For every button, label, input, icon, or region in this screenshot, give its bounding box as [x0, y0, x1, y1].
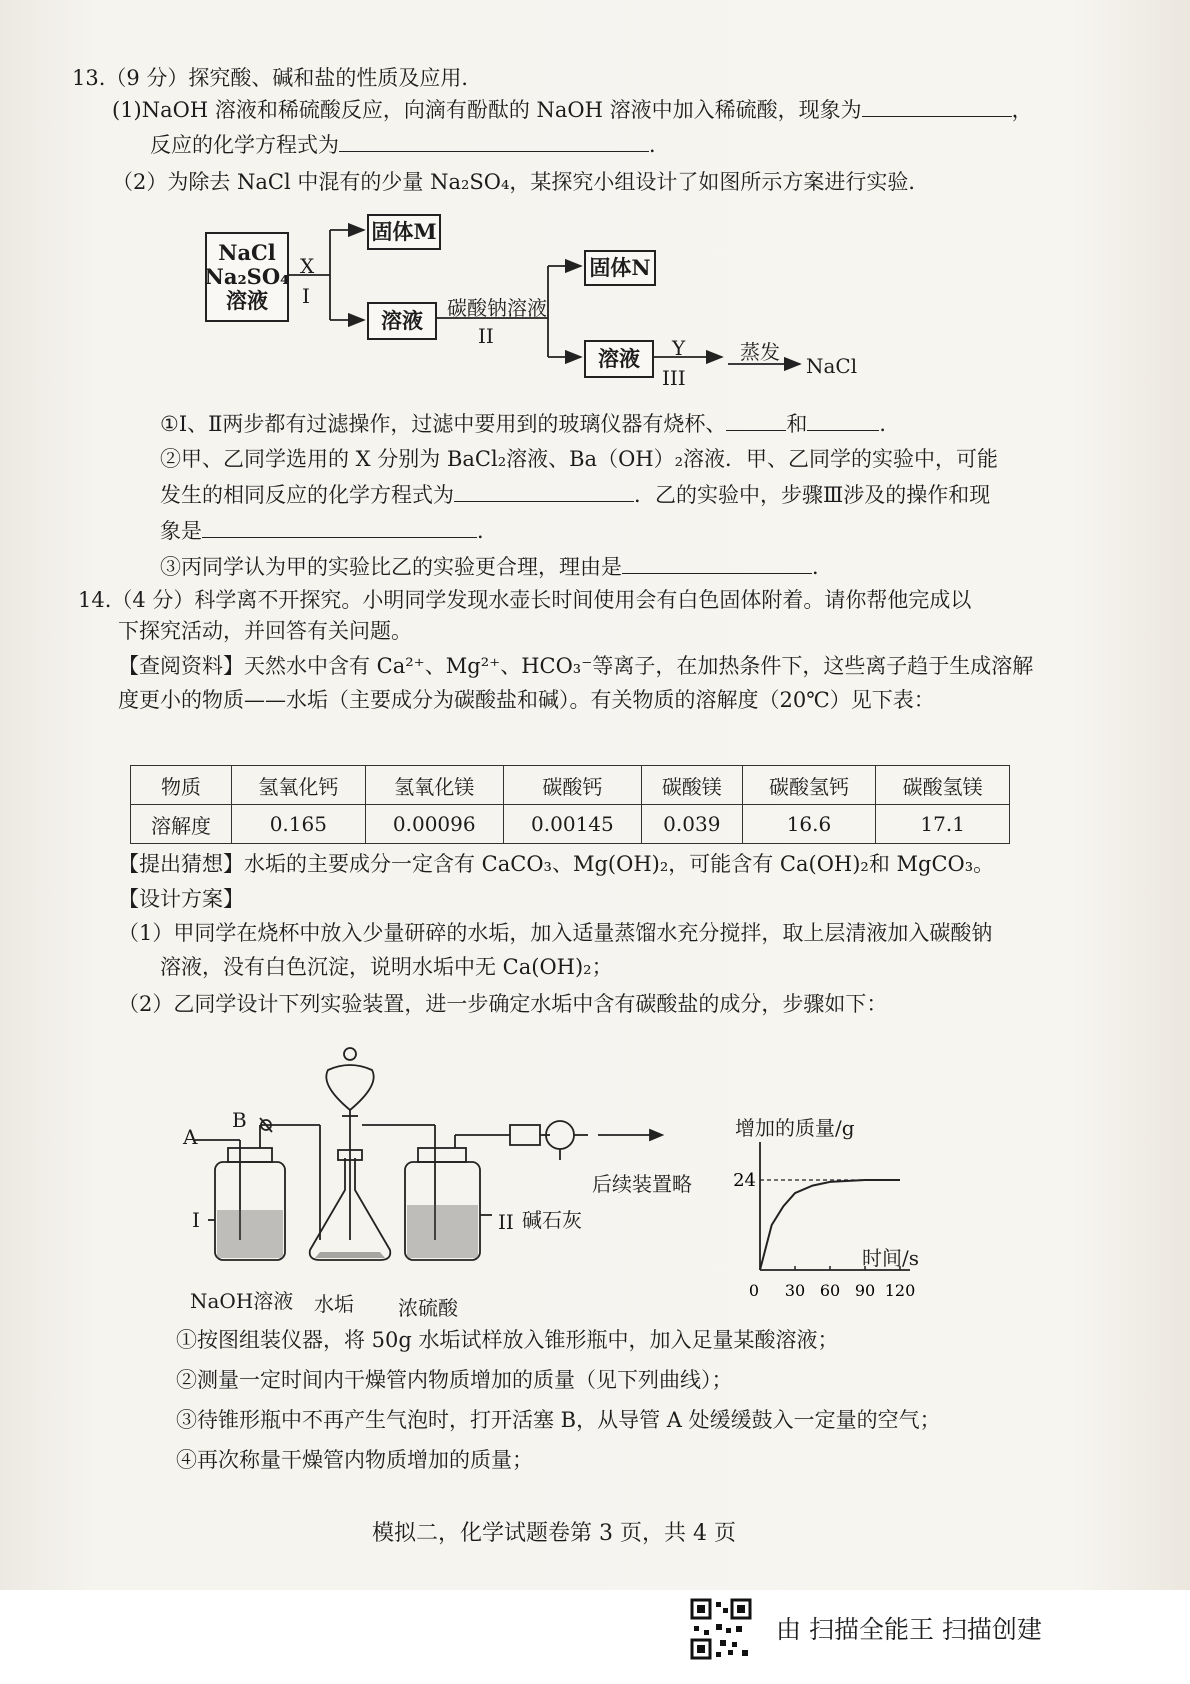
q13-sub2-line2: 发生的相同反应的化学方程式为 ．乙的实验中，步骤Ⅲ涉及的操作和现 — [160, 483, 991, 507]
soda-lime-label: 碱石灰 — [522, 1208, 582, 1232]
y-label: Y — [672, 336, 686, 360]
q13-part1-line2: 反应的化学方程式为 ． — [150, 133, 670, 157]
table-cell: 碳酸钙 — [503, 766, 641, 805]
inlet-a-label: A — [183, 1125, 198, 1149]
table-header-row — [131, 766, 1010, 805]
step1-label: I — [302, 284, 310, 308]
omitted-label: 后续装置略 — [592, 1172, 692, 1196]
mixture-box: NaCl Na₂SO₄ 溶液 — [205, 232, 289, 322]
table-row — [131, 805, 1010, 844]
q14-step: ④再次称量干燥管内物质增加的质量； — [176, 1448, 533, 1472]
q13-sub1: ①Ⅰ、Ⅱ两步都有过滤操作，过滤中要用到的玻璃仪器有烧杯、 和 ． — [160, 412, 901, 436]
q14-design1-line2: 溶液，没有白色沉淀，说明水垢中无 Ca(OH)₂； — [160, 955, 613, 979]
x-tick-label: 60 — [819, 1281, 841, 1300]
naoh-bottle-label: NaOH溶液 — [190, 1289, 294, 1313]
chart-xlabel: 时间/s — [862, 1246, 920, 1270]
x-tick-label: 120 — [884, 1281, 916, 1300]
step2-label: II — [478, 324, 494, 348]
q14-step: ①按图组装仪器，将 50g 水垢试样放入锥形瓶中，加入足量某酸溶液； — [176, 1328, 839, 1352]
scanner-credit: 由 扫描全能王 扫描创建 — [776, 1615, 1042, 1644]
flow-arrows — [0, 0, 1190, 420]
answer-blank — [622, 553, 812, 574]
y-tick-label: 24 — [733, 1170, 756, 1191]
q14-reference-line1: 【查阅资料】天然水中含有 Ca²⁺、Mg²⁺、HCO₃⁻等离子，在加热条件下，这些离子趋于生成溶解 — [118, 654, 1034, 678]
scanner-bar — [0, 1590, 1190, 1684]
q13-title: 13.（9 分）探究酸、碱和盐的性质及应用． — [72, 66, 483, 90]
table-cell: 0.00145 — [503, 805, 641, 844]
nacl-product-label: NaCl — [806, 354, 858, 378]
qr-code-icon — [690, 1598, 752, 1660]
solution2-box: 溶液 — [584, 340, 654, 378]
na2co3-label: 碳酸钠溶液 — [447, 296, 547, 320]
step3-label: III — [662, 366, 686, 390]
q14-step: ③待锥形瓶中不再产生气泡时，打开活塞 B，从导管 A 处缓缓鼓入一定量的空气； — [176, 1408, 941, 1432]
page-footer: 模拟二，化学试题卷第 3 页，共 4 页 — [372, 1521, 736, 1546]
bottle-ii-label: II — [498, 1210, 514, 1234]
h2so4-bottle-label: 浓硫酸 — [398, 1296, 458, 1320]
solid-n-box: 固体N — [584, 250, 656, 286]
q13-part2: （2）为除去 NaCl 中混有的少量 Na₂SO₄，某探究小组设计了如图所示方案进行实验． — [112, 170, 930, 194]
x-tick-label: 30 — [784, 1281, 806, 1300]
q13-sub3: ③丙同学认为甲的实验比乙的实验更合理，理由是 ． — [160, 555, 833, 579]
answer-blank — [726, 410, 786, 431]
x-tick-label: 0 — [748, 1281, 760, 1300]
q14-design-heading: 【设计方案】 — [118, 887, 244, 911]
table-cell: 16.6 — [742, 805, 876, 844]
x-label: X — [300, 254, 315, 278]
table-cell: 氢氧化镁 — [365, 766, 503, 805]
answer-blank — [202, 517, 477, 538]
solubility-table — [130, 765, 1010, 844]
table-cell: 碳酸镁 — [641, 766, 742, 805]
answer-blank — [454, 481, 634, 502]
table-cell: 氢氧化钙 — [232, 766, 366, 805]
bottle-i-label: I — [192, 1208, 200, 1232]
table-cell: 溶解度 — [131, 805, 232, 844]
table-cell: 0.00096 — [365, 805, 503, 844]
q13-sub2-line3: 象是 ． — [160, 519, 498, 543]
stopcock-b-label: B — [232, 1108, 247, 1132]
q14-reference-line2: 度更小的物质——水垢（主要成分为碳酸盐和碱）。有关物质的溶解度（20℃）见下表： — [118, 688, 935, 712]
mass-time-chart — [720, 1140, 920, 1310]
table-cell: 碳酸氢镁 — [876, 766, 1010, 805]
q13-part1-line1: (1)NaOH 溶液和稀硫酸反应，向滴有酚酞的 NaOH 溶液中加入稀硫酸，现象为 ， — [112, 98, 1033, 122]
solid-m-box: 固体M — [367, 214, 441, 250]
table-cell: 物质 — [131, 766, 232, 805]
chart-ylabel: 增加的质量/g — [735, 1116, 855, 1140]
q14-step: ②测量一定时间内干燥管内物质增加的质量（见下列曲线）； — [176, 1368, 733, 1392]
table-cell: 0.165 — [232, 805, 366, 844]
scale-flask-label: 水垢 — [314, 1292, 354, 1316]
x-tick-label: 90 — [854, 1281, 876, 1300]
q14-design1-line1: （1）甲同学在烧杯中放入少量研碎的水垢，加入适量蒸馏水充分搅拌，取上层清液加入碳酸钠 — [118, 921, 993, 945]
mass-curve — [760, 1180, 900, 1270]
answer-blank — [807, 410, 879, 431]
q14-title-cont: 下探究活动，并回答有关问题。 — [118, 619, 412, 643]
table-cell: 碳酸氢钙 — [742, 766, 876, 805]
evaporate-label: 蒸发 — [740, 340, 780, 364]
table-cell: 17.1 — [876, 805, 1010, 844]
table-cell: 0.039 — [641, 805, 742, 844]
q14-design2: （2）乙同学设计下列实验装置，进一步确定水垢中含有碳酸盐的成分，步骤如下： — [118, 992, 888, 1016]
solution1-box: 溶液 — [367, 302, 437, 340]
q14-title: 14.（4 分）科学离不开探究。小明同学发现水壶长时间使用会有白色固体附着。请你帮他完成以 — [78, 588, 972, 612]
q13-sub2-line1: ②甲、乙同学选用的 X 分别为 BaCl₂溶液、Ba（OH）₂溶液．甲、乙同学的实验中，可能 — [160, 447, 999, 471]
q14-hypothesis: 【提出猜想】水垢的主要成分一定含有 CaCO₃、Mg(OH)₂，可能含有 Ca(OH)₂和 MgCO₃。 — [118, 852, 995, 876]
